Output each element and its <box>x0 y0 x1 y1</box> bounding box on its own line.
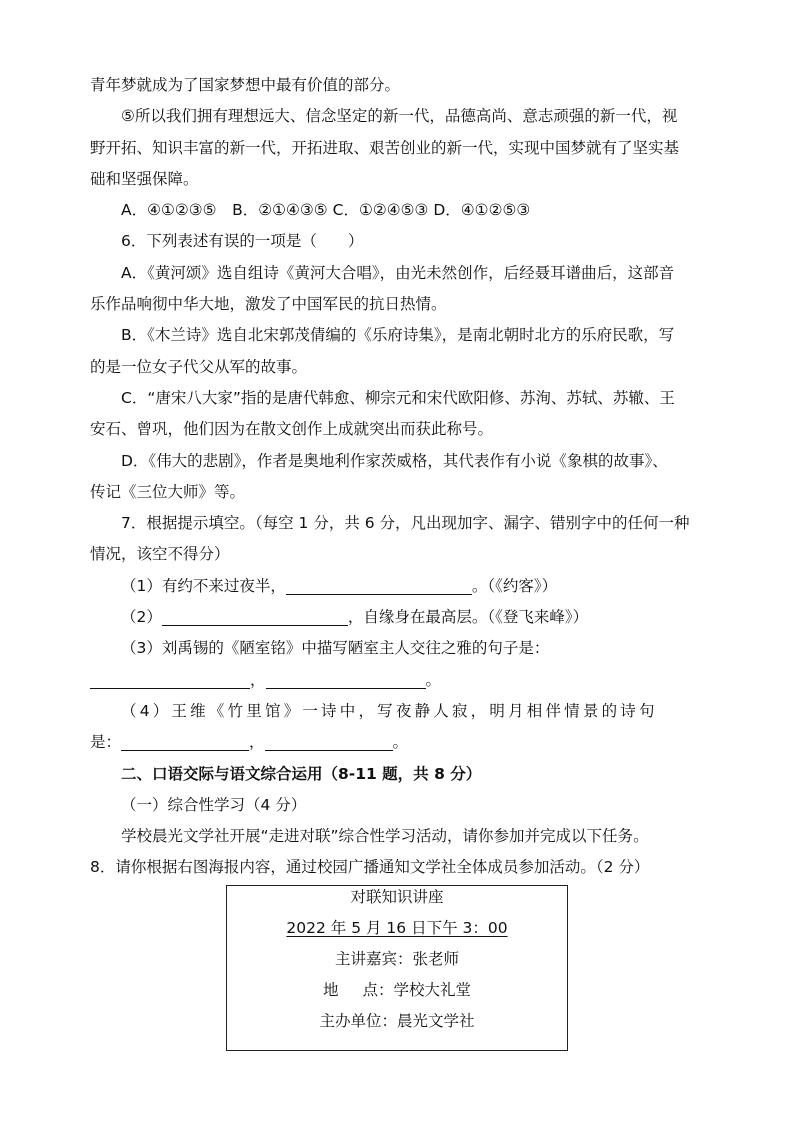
separator: ， <box>249 733 265 752</box>
poster-host: 主办单位：晨光文学社 <box>319 1012 475 1030</box>
fill-blank[interactable] <box>286 576 472 595</box>
terminator: 。 <box>392 733 409 752</box>
question-7: 7．根据提示填空。（每空 1 分，共 6 分，凡出现加字、漏字、错别字中的任何一种 <box>121 514 690 533</box>
place-label: 地 <box>322 981 339 999</box>
q6-option-d-cont: 传记《三位大师》等。 <box>90 482 246 501</box>
q6-option-c: C．“唐宋八大家”指的是唐代韩愈、柳宗元和宋代欧阳修、苏洵、苏轼、苏辙、王 <box>121 388 675 407</box>
fill-blank[interactable] <box>265 732 393 751</box>
q6-option-d: D．《伟大的悲剧》，作者是奥地利作家茨威格，其代表作有小说《象棋的故事》、 <box>121 451 668 470</box>
fill-blank[interactable] <box>90 670 250 689</box>
q7-item-4: （4）王维《竹里馆》一诗中，写夜静人寂，明月相伴情景的诗句 <box>121 701 658 720</box>
q6-option-b-cont: 的是一位女子代父从军的故事。 <box>90 357 308 376</box>
poster-speaker: 主讲嘉宾：张老师 <box>334 950 459 968</box>
question-8: 8．请你根据右图海报内容，通过校园广播通知文学社全体成员参加活动。（2 分） <box>90 858 650 877</box>
poster-title: 对联知识讲座 <box>350 888 444 906</box>
answer-options-q5: A．④①②③⑤ B．②①④③⑤ C．①②④⑤③ D．④①②⑤③ <box>121 201 531 220</box>
fill-blank[interactable] <box>266 670 426 689</box>
text-line: 野开拓、知识丰富的新一代，开拓进取、艰苦创业的新一代，实现中国梦就有了坚实基 <box>90 138 680 157</box>
q7-item-4-blanks <box>90 727 702 758</box>
text-line: 础和坚强保障。 <box>90 169 199 188</box>
question-6: 6．下列表述有误的一项是（ ） <box>121 232 364 251</box>
q6-option-a-cont: 乐作品响彻中华大地，激发了中国军民的抗日热情。 <box>90 295 447 314</box>
q7-item-3: （3）刘禹锡的《陋室铭》中描写陋室主人交往之雅的句子是： <box>121 639 550 658</box>
q7-2-suffix: ，自缘身在最高层。（《登飞来峰》） <box>347 608 589 627</box>
text-line: ⑤所以我们拥有理想远大、信念坚定的新一代，品德高尚、意志顽强的新一代，视 <box>121 107 678 126</box>
q7-4-prefix: 是： <box>90 733 122 752</box>
q7-1-prefix: （1）有约不来过夜半， <box>121 576 286 595</box>
activity-intro: 学校晨光文学社开展“走进对联”综合性学习活动，请你参加并完成以下任务。 <box>121 827 649 846</box>
q6-option-b: B．《木兰诗》选自北宋郭茂倩编的《乐府诗集》，是南北朝时北方的乐府民歌，写 <box>121 326 675 345</box>
terminator: 。 <box>425 670 442 689</box>
document-page <box>90 70 702 884</box>
q7-1-suffix: 。（《约客》） <box>471 576 558 595</box>
subsection-heading: （一）综合性学习（4 分） <box>121 795 307 814</box>
q7-item-3-blanks <box>90 665 702 696</box>
q7-2-prefix: （2） <box>121 608 162 627</box>
fill-blank[interactable] <box>121 732 249 751</box>
place-value: 点：学校大礼堂 <box>362 981 472 999</box>
section-heading: 二、口语交际与语文综合运用（8-11 题，共 8 分） <box>121 764 482 783</box>
text-line: 青年梦就成为了国家梦想中最有价值的部分。 <box>90 76 401 94</box>
poster-datetime: 2022 年 5 月 16 日下午 3：00 <box>286 919 508 937</box>
question-7-cont: 情况，该空不得分） <box>90 545 230 564</box>
q7-item-2 <box>90 602 702 633</box>
poster-place <box>227 975 567 1006</box>
event-poster <box>226 885 568 1051</box>
q7-item-1 <box>90 571 702 602</box>
fill-blank[interactable] <box>162 607 348 626</box>
q6-option-a: A．《黄河颂》选自组诗《黄河大合唱》，由光未然创作，后经聂耳谱曲后，这部音 <box>121 263 675 282</box>
separator: ， <box>250 670 266 689</box>
q6-option-c-cont: 安石、曾巩，他们因为在散文创作上成就突出而获此称号。 <box>90 420 494 439</box>
